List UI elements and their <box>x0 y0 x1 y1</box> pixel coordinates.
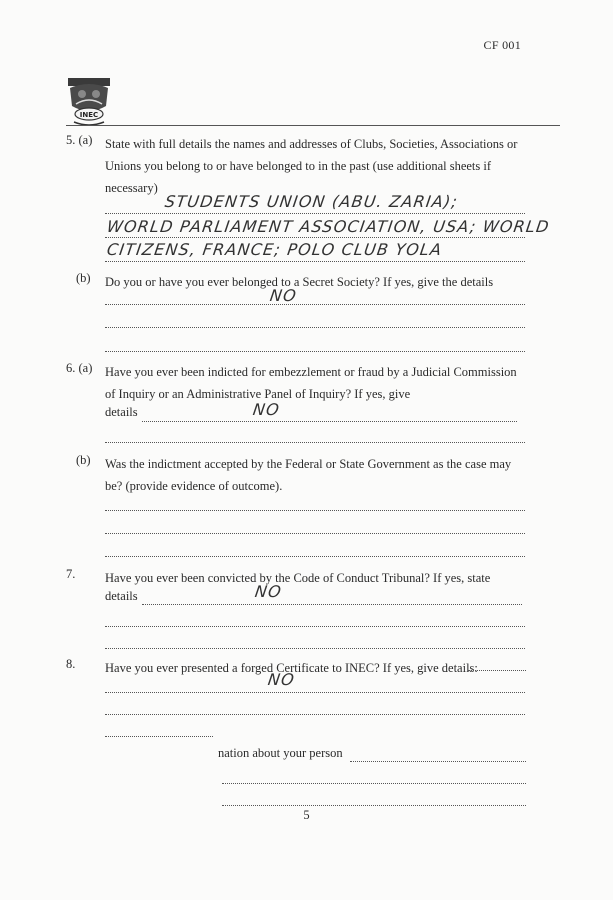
inec-logo <box>66 76 112 128</box>
q5b-number: (b) <box>76 271 91 285</box>
q6b-number: (b) <box>76 453 91 467</box>
answer-line <box>105 509 525 511</box>
q7-details-label: details <box>105 589 138 603</box>
answer-line <box>105 326 525 328</box>
q7-answer: NO <box>253 582 284 601</box>
answer-line <box>105 303 525 305</box>
q5a-number: 5. (a) <box>66 133 93 147</box>
answer-line <box>105 735 213 737</box>
q5b-answer: NO <box>268 286 299 305</box>
answer-line <box>105 350 525 352</box>
answer-line <box>105 260 525 262</box>
q8-number: 8. <box>66 657 76 671</box>
q5a-answer-line-1: STUDENTS UNION (ABU. ZARIA); <box>163 192 460 211</box>
q5b-text: Do you or have you ever belonged to a Secret Society? If yes, give the details <box>105 275 494 289</box>
answer-line <box>142 420 517 422</box>
inec-emblem-icon <box>66 76 112 128</box>
header-rule <box>66 125 560 126</box>
answer-line <box>222 782 526 784</box>
answer-line <box>105 647 525 649</box>
answer-line <box>350 760 526 762</box>
q6a-number: 6. (a) <box>66 361 93 375</box>
q6a-details-label: details <box>105 405 138 419</box>
answer-line <box>105 713 525 715</box>
answer-line <box>105 212 525 214</box>
page-number: 5 <box>303 808 310 822</box>
answer-line <box>468 669 526 671</box>
answer-line <box>105 555 525 557</box>
q7-text: Have you ever been convicted by the Code of Conduct Tribunal? If yes, state <box>105 571 491 585</box>
form-code: CF 001 <box>483 38 521 52</box>
answer-line <box>105 441 525 443</box>
q5a-answer-line-2: WORLD PARLIAMENT ASSOCIATION, USA; WORLD <box>105 217 551 236</box>
q8-text: Have you ever presented a forged Certificate to INEC? If yes, give details: <box>105 661 478 675</box>
q6a-answer: NO <box>251 400 282 419</box>
answer-line <box>142 603 522 605</box>
answer-line <box>105 691 525 693</box>
q6b-text: Was the indictment accepted by the Federal or State Government as the case may be? (provide evidence of outcome). <box>105 457 512 493</box>
q5a-text: State with full details the names and addresses of Clubs, Societies, Associations or Unions you belong to or have belonged to in the past (use additional sheets if necessary) <box>105 137 518 195</box>
q5a-answer-line-3: CITIZENS, FRANCE; POLO CLUB YOLA <box>105 240 444 259</box>
svg-text:INEC: INEC <box>79 111 99 119</box>
q9-partial-text: nation about your person <box>218 746 343 760</box>
q7-number: 7. <box>66 567 76 581</box>
answer-line <box>105 236 525 238</box>
answer-line <box>222 804 526 806</box>
answer-line <box>105 625 525 627</box>
q8-answer: NO <box>266 670 297 689</box>
answer-line <box>105 532 525 534</box>
q6a-text: Have you ever been indicted for embezzlement or fraud by a Judicial Commission of Inquiry or an Administrative Panel of Inquiry? If yes, give <box>105 365 517 401</box>
